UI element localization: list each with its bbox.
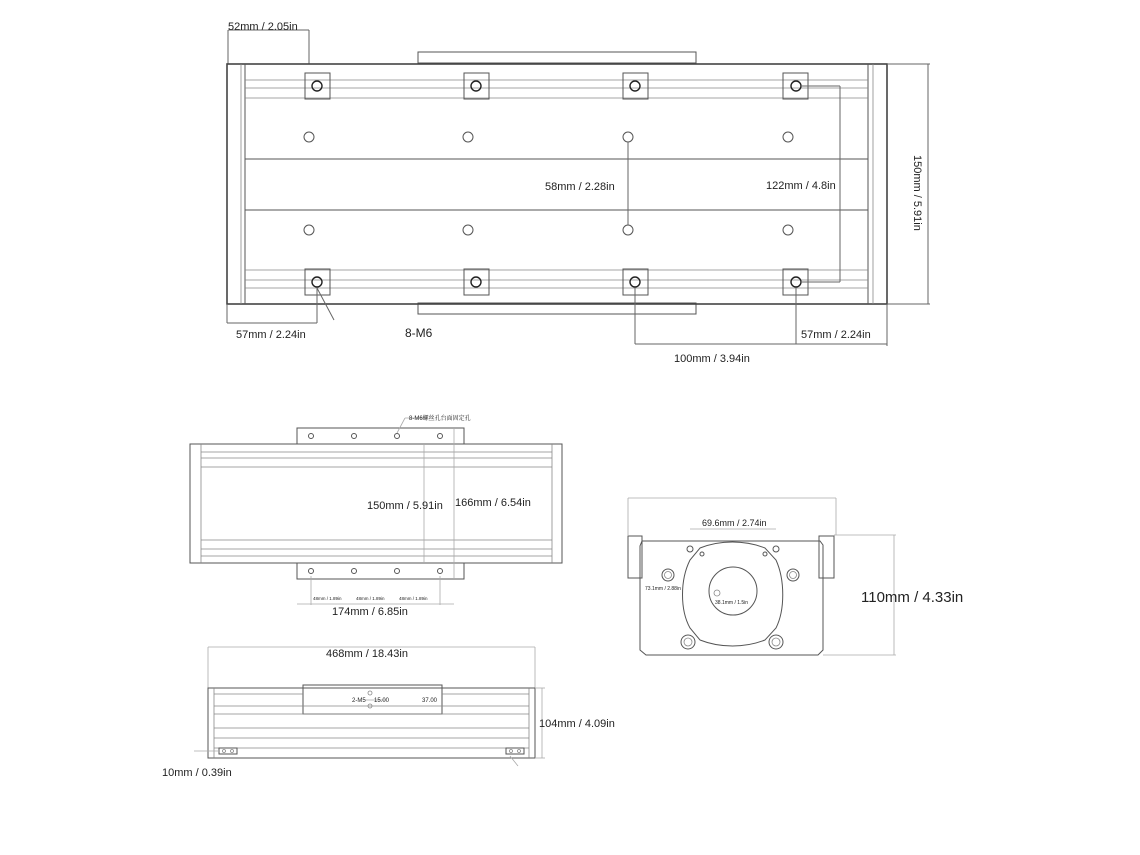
rail-hole [463, 225, 473, 235]
callout-2-m5: 2-M5 [352, 698, 366, 704]
rail-hole [783, 225, 793, 235]
dim-total-width: 174mm / 6.85in [332, 606, 408, 618]
dim-spacing-2: 48mm / 1.89in [356, 596, 385, 601]
dim-inner-height: 150mm / 5.91in [367, 500, 443, 512]
callout-8-m6-cn: 8-M6螺丝孔台面固定孔 [409, 416, 471, 422]
m6-hole-top-1 [305, 73, 330, 99]
dim-spacing-1: 48mm / 1.89in [313, 596, 342, 601]
dim-length: 468mm / 18.43in [326, 648, 408, 660]
dim-spacing-3: 48mm / 1.89in [399, 596, 428, 601]
dim-left-offset: 52mm / 2.05in [228, 21, 298, 33]
callout-8-m6: 8-M6 [405, 326, 433, 340]
m6-hole-top-2 [464, 73, 489, 99]
carriage-dim: 37.00 [422, 698, 438, 704]
rail-side [208, 688, 535, 758]
rail-hole [304, 132, 314, 142]
m6-hole-bottom-2 [464, 269, 489, 295]
end-plate [640, 541, 823, 655]
carriage-spec: 15.00 [374, 698, 390, 704]
dim-foot: 10mm / 0.39in [162, 767, 232, 779]
dim-hole-row-spacing: 58mm / 2.28in [545, 181, 615, 193]
rail-hole [463, 132, 473, 142]
dim-top-width: 69.6mm / 2.74in [702, 518, 767, 528]
mid-left-view [190, 414, 562, 618]
rail-hole [623, 225, 633, 235]
dim-left-margin: 57mm / 2.24in [236, 329, 306, 341]
rail-hole [623, 132, 633, 142]
side-view [162, 647, 615, 779]
dim-outer-hole-spacing: 122mm / 4.8in [766, 180, 836, 192]
rail-hole [304, 225, 314, 235]
dim-side: 73.1mm / 2.88in [645, 586, 681, 592]
end-view [628, 498, 963, 655]
dim-right-margin: 57mm / 2.24in [801, 329, 871, 341]
dim-bore: 38.1mm / 1.5in [715, 600, 749, 606]
dim-end-height: 110mm / 4.33in [861, 589, 964, 606]
dim-outer-height: 166mm / 6.54in [455, 497, 531, 509]
dim-side-height: 104mm / 4.09in [539, 718, 615, 730]
dim-height: 150mm / 5.91in [911, 155, 923, 231]
rail-hole [783, 132, 793, 142]
dim-hole-pitch: 100mm / 3.94in [674, 353, 750, 365]
top-view [227, 21, 930, 365]
m6-hole-top-3 [623, 73, 648, 99]
